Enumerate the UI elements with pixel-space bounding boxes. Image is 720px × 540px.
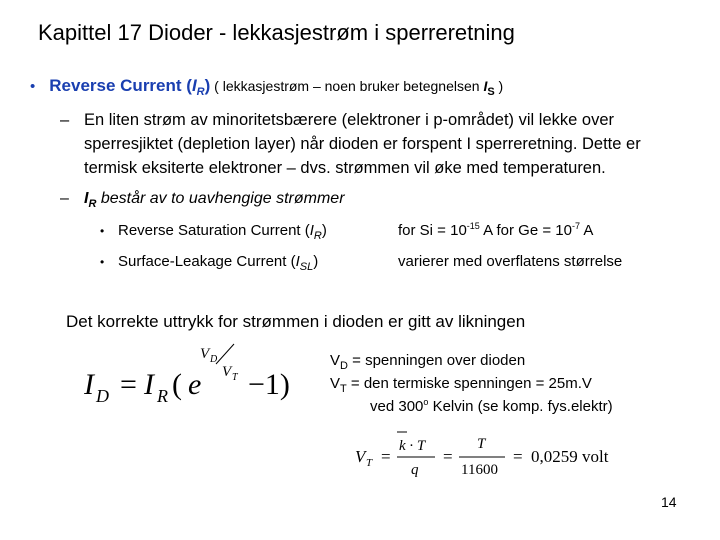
ir-var-sub: R <box>88 198 97 210</box>
sub-bullet-marker: • <box>100 255 105 269</box>
ir-components-text: består av to uavhengige strømmer <box>96 190 345 207</box>
heading-var-sub: R <box>196 86 205 98</box>
eq2-vt-sub: T <box>366 457 373 469</box>
paragraph-line-3: termisk eksiterte elektroner – dvs. strømmen vil øke med temperaturen. <box>84 159 606 177</box>
eq-id: I <box>84 368 94 401</box>
eq-ir: I <box>144 368 154 401</box>
heading-close: ) <box>204 76 211 95</box>
reverse-current-heading <box>49 76 211 98</box>
def-temp-text-b: Kelvin (se komp. fys.elektr) <box>428 398 613 415</box>
def-vt-sym: V <box>330 375 341 392</box>
unit-a: A <box>579 222 594 239</box>
si-value: for Si = 10 <box>398 222 467 239</box>
eq2-equals-2: = <box>443 447 453 466</box>
ge-exponent: -7 <box>571 221 580 231</box>
si-exponent: -15 <box>466 221 480 231</box>
eq-vd-sub: D <box>210 354 218 365</box>
page-number: 14 <box>661 494 677 510</box>
ir-var: I <box>84 190 89 207</box>
def-vd-sub: D <box>340 360 348 372</box>
def-temp-text-a: ved 300 <box>370 398 424 415</box>
eq-minus-one: −1) <box>248 368 290 401</box>
sub-bullet-saturation <box>100 222 327 242</box>
eq2-num1: k · T <box>399 438 426 454</box>
slide-title: Kapittel 17 Dioder - lekkasjestrøm i sperreretning <box>38 20 515 45</box>
paragraph-line-2: sperresjiktet (depletion layer) når dioden er forspent I sperreretning. Dette er <box>84 135 641 153</box>
line1-text: En liten strøm av minoritetsbærere (elektroner i p-området) vil lekke over <box>84 111 615 129</box>
dash-marker: – <box>60 111 70 129</box>
correct-expression-text: Det korrekte uttrykk for strømmen i dioden er gitt av likningen <box>66 312 526 331</box>
eq-vt: V <box>222 364 232 380</box>
eq2-equals-1: = <box>381 447 391 466</box>
ir-components-line <box>60 190 345 208</box>
surface-var: I <box>295 253 300 270</box>
saturation-var-sub: R <box>313 230 322 242</box>
sub-bullet-surface-leakage <box>100 253 319 273</box>
paragraph-line-1 <box>60 108 641 132</box>
saturation-close: ) <box>321 222 327 239</box>
eq2-den2: 11600 <box>461 462 498 478</box>
note-text: ( lekkasjestrøm – noen bruker betegnelsen <box>210 78 484 94</box>
eq-ir-sub: R <box>157 386 168 406</box>
note-var: I <box>483 78 488 94</box>
saturation-label: Reverse Saturation Current ( <box>118 222 310 239</box>
surface-close: ) <box>313 253 319 270</box>
eq-id-sub: D <box>96 386 109 406</box>
eq-vt-sub: T <box>232 372 238 383</box>
thermal-voltage-equation <box>355 428 635 484</box>
eq2-den1: q <box>411 462 419 478</box>
def-vd-text: = spenningen over dioden <box>347 352 526 369</box>
note-var-sub: S <box>487 86 495 98</box>
heading-var: I <box>191 76 197 95</box>
eq2-vt: V <box>355 447 366 466</box>
eq-equals: = <box>120 368 137 401</box>
definition-temperature <box>370 398 613 415</box>
ge-value: A for Ge = 10 <box>479 222 572 239</box>
def-temp-degree: o <box>423 397 429 407</box>
surface-leakage-value: varierer med overflatens størrelse <box>398 253 623 270</box>
saturation-var: I <box>309 222 314 239</box>
bullet-reverse-current <box>30 76 503 96</box>
surface-leakage-label: Surface-Leakage Current ( <box>118 253 296 270</box>
surface-var-sub: SL <box>299 261 314 273</box>
dash-marker: – <box>60 190 69 207</box>
reverse-current-note <box>210 78 504 98</box>
eq-e: e <box>188 368 202 401</box>
eq-open-paren: ( <box>172 368 182 401</box>
def-vd-sym: V <box>330 352 341 369</box>
diode-equation <box>84 340 314 412</box>
heading-text: Reverse Current ( <box>49 76 192 95</box>
eq-vd: V <box>200 346 210 362</box>
saturation-values <box>398 222 593 239</box>
definition-vd <box>330 352 526 372</box>
eq2-result: 0,0259 volt <box>531 447 609 466</box>
def-vt-text: = den termiske spenningen = 25m.V <box>346 375 592 392</box>
bullet-marker: • <box>30 78 36 95</box>
definition-vt <box>330 375 592 395</box>
eq2-num2: T <box>477 436 486 452</box>
sub-bullet-marker: • <box>100 224 105 238</box>
eq-fraction-slash <box>216 344 234 364</box>
def-vt-sub: T <box>340 383 347 395</box>
paragraph-minority-carriers <box>60 108 641 180</box>
eq2-equals-3: = <box>513 447 523 466</box>
note-close: ) <box>494 78 504 94</box>
